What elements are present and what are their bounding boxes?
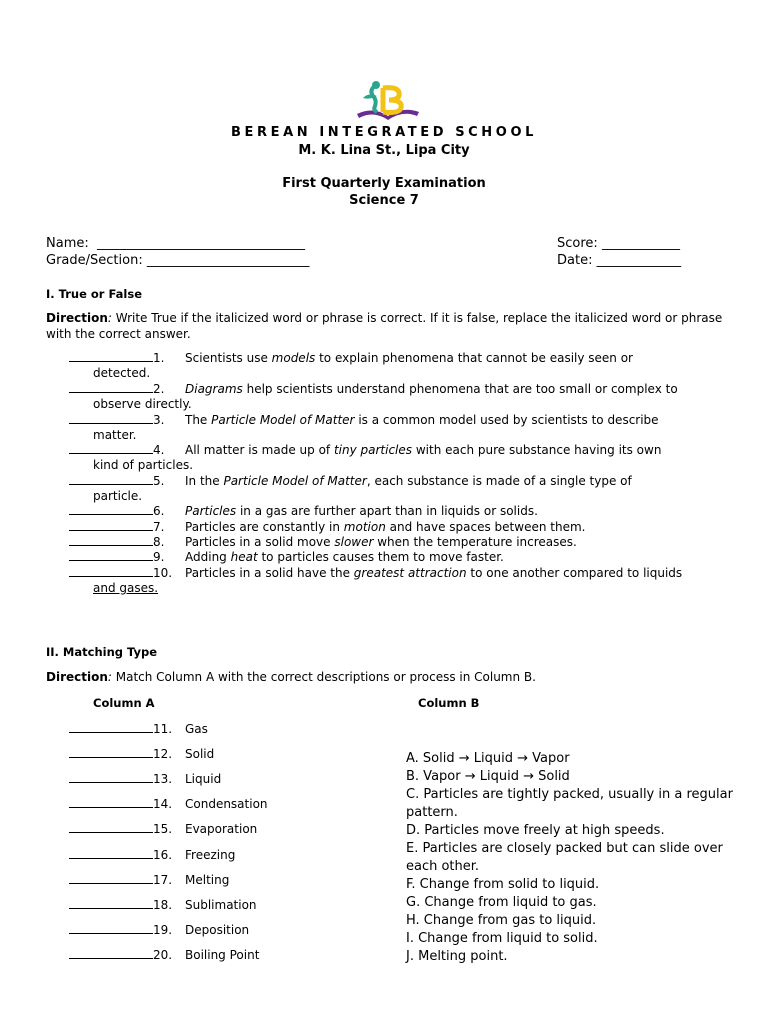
item-text-italic: Particle Model of Matter — [223, 474, 367, 488]
item-number: 16. — [153, 847, 173, 862]
item-text-italic: Particle Model of Matter — [211, 413, 355, 427]
item-text-italic: Diagrams — [185, 382, 243, 396]
part1-direction-colon: : — [107, 311, 112, 325]
answer-blank[interactable] — [69, 534, 153, 546]
answer-blank[interactable] — [69, 847, 153, 859]
column-b-option: G. Change from liquid to gas. — [406, 895, 597, 910]
column-a-term: Condensation — [185, 797, 268, 812]
matching-item — [69, 947, 259, 963]
school-logo — [355, 80, 421, 124]
column-b-option: C. Particles are tightly packed, usually in a regular pattern. — [406, 787, 733, 820]
column-b-list — [406, 750, 736, 966]
part2-direction-label: Direction — [46, 670, 108, 684]
column-b-option: I. Change from liquid to solid. — [406, 931, 598, 946]
item-text-pre: Particles in a solid have the — [185, 566, 354, 580]
answer-blank[interactable] — [69, 821, 153, 833]
exam-subject: Science 7 — [349, 193, 419, 208]
item-continuation: matter. — [93, 428, 137, 443]
column-b-option: H. Change from gas to liquid. — [406, 913, 597, 928]
item-number: 11. — [153, 722, 173, 736]
item-number: 7. — [153, 520, 165, 534]
matching-item — [69, 796, 268, 812]
item-number: 2. — [153, 382, 165, 396]
answer-blank[interactable] — [69, 519, 153, 531]
column-a-term: Deposition — [185, 922, 250, 937]
part2-direction-colon: : — [107, 670, 112, 684]
item-number: 5. — [153, 474, 165, 488]
item-text-italic: slower — [334, 535, 374, 549]
column-b-option: B. Vapor → Liquid → Solid — [406, 769, 570, 784]
item-number: 20. — [153, 947, 173, 962]
column-a-term: Liquid — [185, 772, 222, 787]
item-continuation: kind of particles. — [93, 458, 194, 473]
tf-item — [69, 350, 729, 382]
tf-item — [69, 565, 729, 597]
tf-item — [69, 534, 729, 550]
logo-head-teal — [372, 81, 380, 89]
answer-blank[interactable] — [69, 565, 153, 577]
grade-section-field — [46, 253, 309, 268]
column-a-title: Column A — [93, 696, 155, 710]
item-text-italic: heat — [230, 550, 258, 564]
item-text-pre: Adding — [185, 550, 231, 564]
school-address: M. K. Lina St., Lipa City — [298, 143, 470, 158]
logo-b-yellow — [383, 88, 401, 113]
name-field — [46, 236, 305, 251]
answer-blank[interactable] — [69, 381, 153, 393]
item-number: 13. — [153, 772, 173, 787]
matching-item — [69, 922, 249, 938]
part2-direction-text: Match Column A with the correct descriptions or process in Column B. — [111, 670, 536, 684]
matching-item — [69, 847, 235, 863]
grade-label: Grade/Section: — [46, 253, 143, 268]
item-text-italic: tiny particles — [333, 443, 413, 457]
answer-blank[interactable] — [69, 412, 153, 424]
item-continuation: and gases. — [93, 581, 159, 596]
matching-item — [69, 746, 214, 762]
school-name: BEREAN INTEGRATED SCHOOL — [231, 125, 537, 140]
item-continuation: detected. — [93, 366, 151, 381]
date-field — [557, 253, 681, 268]
tf-item — [69, 503, 729, 519]
tf-item — [69, 412, 729, 444]
item-continuation: particle. — [93, 489, 143, 504]
column-b-option: D. Particles move freely at high speeds. — [406, 823, 665, 838]
item-text-post: with each pure substance having its own — [412, 443, 662, 457]
item-number: 3. — [153, 413, 165, 427]
item-text-post: help scientists understand phenomena that are too small or complex to — [242, 382, 678, 396]
item-number: 1. — [153, 351, 165, 365]
part2-title: II. Matching Type — [46, 645, 158, 659]
exam-title: First Quarterly Examination — [282, 176, 486, 191]
item-number: 6. — [153, 504, 165, 518]
item-number: 18. — [153, 897, 173, 912]
column-b-option: F. Change from solid to liquid. — [406, 877, 600, 892]
score-line[interactable]: ____________ — [601, 236, 680, 251]
logo-figure-teal — [371, 86, 377, 112]
item-text-post: , each substance is made of a single type of — [366, 474, 632, 488]
name-label: Name: — [46, 236, 89, 251]
matching-item — [69, 821, 257, 837]
matching-item — [69, 872, 229, 888]
column-b-title: Column B — [418, 696, 480, 710]
item-text-pre: In the — [185, 474, 224, 488]
answer-blank[interactable] — [69, 442, 153, 454]
answer-blank[interactable] — [69, 897, 153, 909]
column-a-term: Sublimation — [185, 897, 257, 912]
column-a-term: Freezing — [185, 847, 236, 862]
answer-blank[interactable] — [69, 922, 153, 934]
item-number: 15. — [153, 822, 173, 837]
item-number: 10. — [153, 566, 173, 580]
matching-item — [69, 771, 221, 787]
answer-blank[interactable] — [69, 771, 153, 783]
item-text-post: is a common model used by scientists to describe — [354, 413, 659, 427]
score-field — [557, 236, 680, 251]
part1-direction-text: Write True if the italicized word or phrase is correct. If it is false, replace the italicized word or phrase with the correct answer. — [46, 311, 723, 341]
column-a-term: Solid — [185, 747, 215, 762]
date-label: Date: — [557, 253, 593, 268]
item-text-pre: Particles in a solid move — [185, 535, 335, 549]
item-text-post: in a gas are further apart than in liquids or solids. — [236, 504, 538, 518]
part1-title: I. True or False — [46, 287, 142, 301]
column-a-term: Melting — [185, 872, 230, 887]
item-text-italic: greatest attraction — [353, 566, 467, 580]
item-number: 14. — [153, 797, 173, 812]
column-a-term: Evaporation — [185, 822, 258, 837]
column-b-option: A. Solid → Liquid → Vapor — [406, 751, 570, 766]
part2-direction — [46, 670, 726, 686]
item-text-pre: Particles are constantly in — [185, 520, 344, 534]
answer-blank[interactable] — [69, 473, 153, 485]
answer-blank[interactable] — [69, 746, 153, 758]
matching-item — [69, 721, 208, 737]
name-line[interactable]: ________________________________ — [97, 236, 305, 251]
matching-item — [69, 897, 257, 913]
item-number: 9. — [153, 550, 165, 564]
item-continuation: observe directly. — [93, 397, 192, 412]
item-text-post: to explain phenomena that cannot be easily seen or — [315, 351, 633, 365]
answer-blank[interactable] — [69, 549, 153, 561]
answer-blank[interactable] — [69, 721, 153, 733]
item-number: 17. — [153, 872, 173, 887]
part1-direction — [46, 311, 726, 342]
answer-blank[interactable] — [69, 796, 153, 808]
tf-item — [69, 473, 729, 505]
part1-direction-label: Direction — [46, 311, 108, 325]
item-text-pre: Scientists use — [185, 351, 272, 365]
column-b-option: E. Particles are closely packed but can slide over each other. — [406, 841, 723, 874]
tf-item — [69, 549, 729, 565]
column-a-term: Gas — [185, 722, 208, 736]
column-b-option: J. Melting point. — [406, 949, 508, 964]
answer-blank[interactable] — [69, 947, 153, 959]
item-text-post: to particles causes them to move faster. — [257, 550, 504, 564]
item-text-italic: models — [271, 351, 316, 365]
item-number: 8. — [153, 535, 165, 549]
score-label: Score: — [557, 236, 598, 251]
item-text-pre: The — [185, 413, 212, 427]
grade-line[interactable]: _________________________ — [146, 253, 310, 268]
column-a-term: Boiling Point — [185, 947, 260, 962]
item-text-post: when the temperature increases. — [373, 535, 577, 549]
date-line[interactable]: _____________ — [596, 253, 682, 268]
item-number: 12. — [153, 747, 173, 762]
answer-blank[interactable] — [69, 350, 153, 362]
item-text-post: to one another compared to liquids — [466, 566, 683, 580]
item-text-post: and have spaces between them. — [385, 520, 586, 534]
item-number: 19. — [153, 922, 173, 937]
answer-blank[interactable] — [69, 503, 153, 515]
answer-blank[interactable] — [69, 872, 153, 884]
item-text-italic: Particles — [185, 504, 237, 518]
item-number: 4. — [153, 443, 165, 457]
tf-item — [69, 381, 729, 413]
tf-item — [69, 442, 729, 474]
tf-item — [69, 519, 729, 535]
item-text-italic: motion — [343, 520, 386, 534]
item-text-pre: All matter is made up of — [185, 443, 334, 457]
